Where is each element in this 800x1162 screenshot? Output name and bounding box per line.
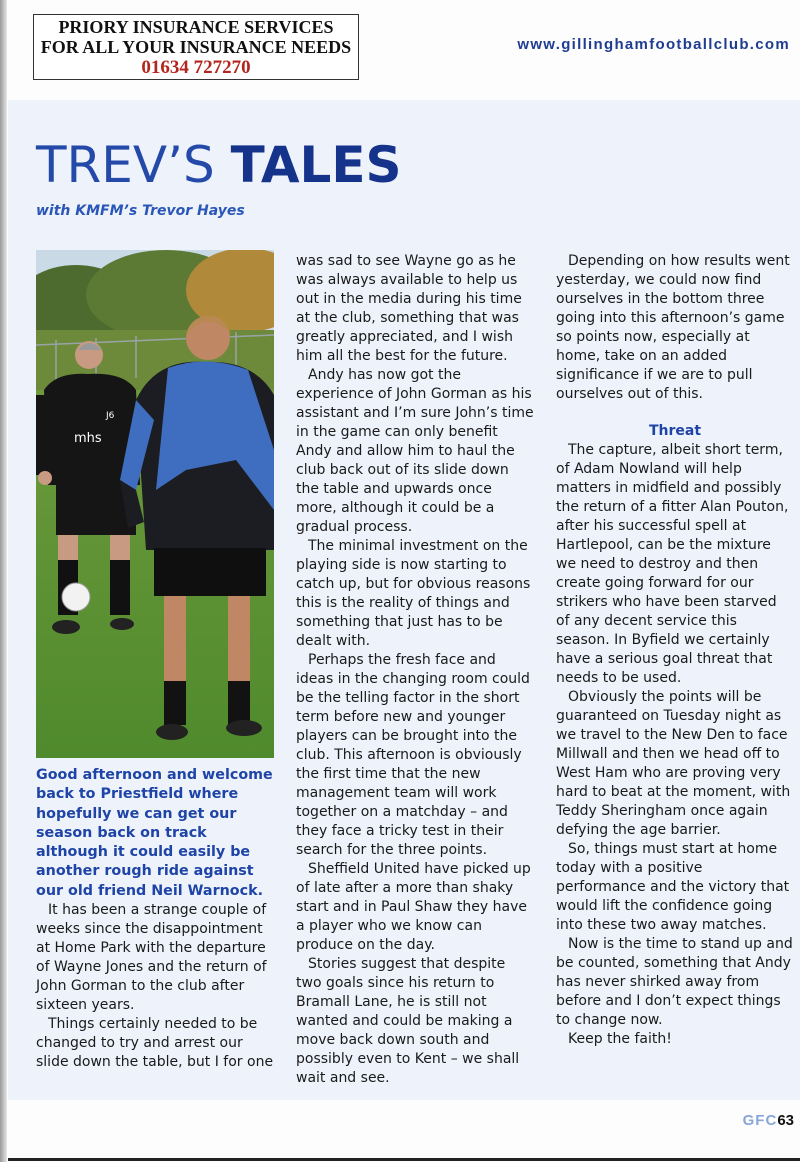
website-url: www.gillinghamfootballclub.com <box>517 36 790 53</box>
training-photo <box>36 250 274 758</box>
col2-paragraph-3: The minimal investment on the playing side is now starting to catch up, but for obvious reasons this is the reality of things and something that just has to be dealt with. <box>296 538 531 649</box>
advert-line-2: FOR ALL YOUR INSURANCE NEEDS <box>40 37 352 57</box>
article-byline: with KMFM’s Trevor Hayes <box>36 203 245 219</box>
article-title <box>36 130 402 200</box>
advert-line-1: PRIORY INSURANCE SERVICES <box>58 17 334 37</box>
page-footer <box>743 1112 794 1129</box>
col3-paragraph-4: So, things must start at home today with a positive performance and the victory that would lift the confidence going into these two away matches. <box>556 841 790 933</box>
insurance-advert <box>33 14 359 80</box>
col1-paragraph-2: Things certainly needed to be changed to try and arrest our slide down the table, but I for one <box>36 1016 274 1071</box>
intro-paragraph: Good afternoon and welcome back to Priestfield where hopefully we can get our season back on track although it could easily be another rough ride against our old friend Neil Warnock. <box>36 767 273 899</box>
col2-paragraph-2: Andy has now got the experience of John Gorman as his assistant and I’m sure John’s time in the game can only benefit Andy and allow him to haul the club back out of its slide down the table and upwards once more, although it could be a gradual process. <box>296 367 534 535</box>
col1-paragraph-1: It has been a strange couple of weeks since the disappointment at Home Park with the departure of Wayne Jones and the return of John Gorman to the club after sixteen years. <box>36 902 267 1014</box>
column-1-text <box>36 766 274 1072</box>
col2-paragraph-5: Sheffield United have picked up of late after a more than shaky start and in Paul Shaw they have a player who we know can produce on the day. <box>296 861 531 953</box>
section-subheading: Threat <box>648 423 702 439</box>
col3-paragraph-2: The capture, albeit short term, of Adam Nowland will help matters in midfield and possibly the return of a fitter Alan Pouton, after his successful spell at Hartlepool, can be the mixture we need to destroy and then create going forward for our strikers who have been starved of any decent service this season. In Byfield we certainly have a serious goal threat that needs to be used. <box>556 442 789 686</box>
col2-paragraph-6: Stories suggest that despite two goals since his return to Bramall Lane, he is still not wanted and could be making a move back down south and possibly even to Kent – we shall wait and see. <box>296 956 520 1086</box>
col2-paragraph-1: was sad to see Wayne go as he was always available to help us out in the media during his time at the club, something that was greatly appreciated, and I wish him all the best for the future. <box>296 253 522 364</box>
bottom-rule <box>8 1158 800 1161</box>
shirt-number-text: J6 <box>106 411 115 421</box>
col3-paragraph-1: Depending on how results went yesterday, we could now find ourselves in the bottom three going into this afternoon’s game so points now, especially at home, take on an added significance if we are to pull ourselves out of this. <box>556 253 790 402</box>
column-2 <box>296 252 534 1088</box>
column-3 <box>556 252 794 1049</box>
col2-paragraph-4: Perhaps the fresh face and ideas in the changing room could be the telling factor in the short term before new and younger players can be brought into the club. This afternoon is obviously the first time that the new management team will work together on a matchday – and they face a tricky test in their search for the three points. <box>296 652 530 858</box>
page-spine <box>0 0 7 1162</box>
advert-phone: 01634 727270 <box>141 57 251 78</box>
page-number: 63 <box>777 1112 794 1129</box>
footer-brand: GFC <box>742 1112 778 1129</box>
title-bold: TALES <box>230 136 402 194</box>
title-light: TREV’S <box>36 136 231 194</box>
col3-paragraph-5: Now is the time to stand up and be counted, something that Andy has never shirked away from before and I don’t expect things to change now. <box>556 936 793 1028</box>
shirt-sponsor-text: mhs <box>74 431 102 446</box>
col3-paragraph-3: Obviously the points will be guaranteed on Tuesday night as we travel to the New Den to face Millwall and then we head off to West Ham who are proving very hard to beat at the moment, with Teddy Sheringham once again defying the age barrier. <box>556 689 791 838</box>
signoff: Keep the faith! <box>568 1031 672 1047</box>
